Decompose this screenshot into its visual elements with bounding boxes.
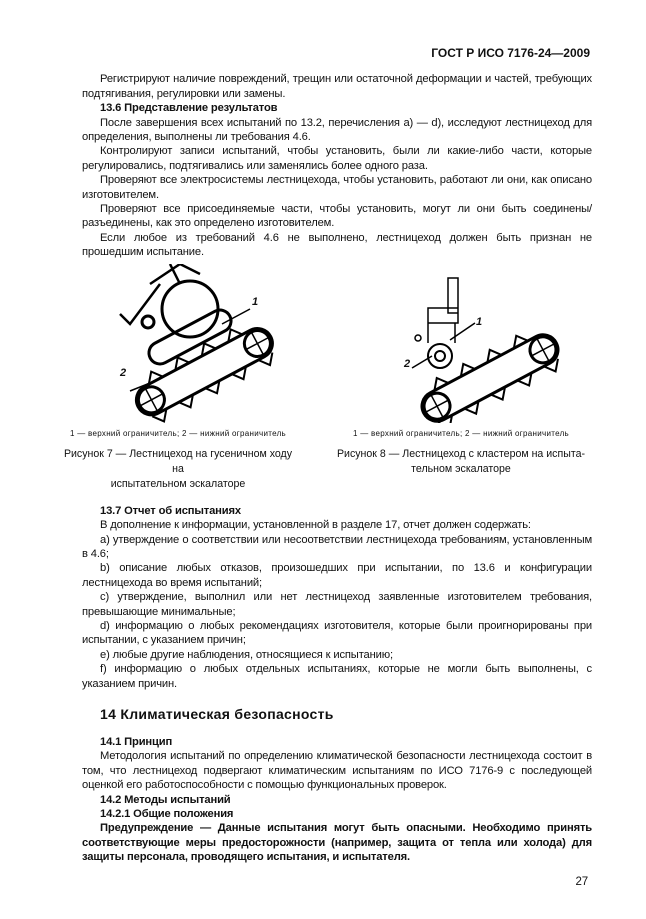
figure-7-label-1: 1 [252, 295, 258, 308]
figure-8-drawing-area [336, 264, 586, 424]
figures-area [0, 264, 646, 500]
figure-7-legend: 1 — верхний ограничитель; 2 — нижний ограничитель [69, 428, 287, 438]
paragraph: Регистрируют наличие повреждений, трещин или остаточной деформации и частей, требующих подтягивания, регулировки или замены. [82, 73, 592, 100]
paragraph: Методология испытаний по определению климатической безопасности лестницехода состоит в том, что лестницеход подвергают климатическим испытаниям по ИСО 7176-9 с последующей оценкой его работоспособности с помощью функциональных проверок. [82, 750, 592, 792]
section-heading: 14.2 Методы испытаний [100, 793, 231, 806]
figure-8-cluster-stairclimber-drawing [400, 268, 580, 423]
section-heading: 14.1 Принцип [100, 735, 173, 748]
figure-8 [336, 264, 586, 477]
paragraph: Проверяют все электросистемы лестницехода, чтобы установить, работают ли они, как описано изготовителем. [82, 174, 592, 201]
figure-7 [58, 264, 298, 492]
list-item: с) утверждение, выполнил или нет лестницеход заявленные изготовителем требования, превышающие минимальные; [82, 591, 592, 618]
paragraph: В дополнение к информации, установленной в разделе 17, отчет должен содержать: [100, 519, 531, 532]
caption-line: Рисунок 7 — Лестницеход на гусеничном ходу на [63, 447, 293, 475]
figure-7-tracked-stairclimber-drawing [110, 264, 290, 424]
list-item: d) информацию о любых рекомендациях изготовителя, которые были проигнорированы при испытании, с указанием причин; [82, 619, 592, 647]
figure-7-label-2: 2 [120, 366, 126, 379]
paragraph: После завершения всех испытаний по 13.2, перечисления а) — d), исследуют лестницеход для определения, выполнены ли требования 4.6. [82, 116, 592, 144]
paragraph: Проверяют все присоединяемые части, чтобы установить, могут ли они быть соединены/разъединены, как это определено изготовителем. [82, 203, 592, 230]
section-13-7 [82, 504, 592, 691]
page-number: 27 [575, 875, 588, 888]
document-id-header: ГОСТ Р ИСО 7176-24—2009 [431, 46, 590, 60]
section-14-heading: 14 Климатическая безопасность [100, 705, 334, 722]
figure-8-label-1: 1 [476, 315, 482, 328]
figure-7-caption [58, 447, 298, 492]
paragraph: Контролируют записи испытаний, чтобы установить, были ли какие-либо части, которые регулировались, подтягивались или заменялись более одного раза. [82, 145, 592, 172]
list-item: е) любые другие наблюдения, относящиеся к испытанию; [100, 648, 393, 661]
figure-8-caption [336, 447, 586, 477]
caption-line: тельном эскалаторе [411, 462, 511, 475]
caption-line: испытательном эскалаторе [110, 477, 246, 490]
section-14-body [82, 735, 592, 865]
list-item: b) описание любых отказов, произошедших при испытании, по 13.6 и конфигурации лестницехода во время испытаний; [82, 562, 592, 589]
section-heading: 13.6 Представление результатов [100, 102, 278, 115]
section-heading: 14.2.1 Общие положения [100, 808, 234, 820]
figure-7-drawing-area [58, 264, 298, 424]
warning-paragraph: Предупреждение — Данные испытания могут быть опасными. Необходимо принять соответствующие меры предосторожности (например, защита от тепла или холода) для защиты персонала, проводящего испытания, и испытателя. [82, 822, 592, 864]
caption-line: Рисунок 8 — Лестницеход с кластером на испыта- [336, 447, 585, 460]
section-heading: 13.7 Отчет об испытаниях [100, 504, 241, 517]
list-item: а) утверждение о соответствии или несоответствии лестницехода требованиям, установленным в 4.6; [82, 533, 592, 560]
figure-8-label-2: 2 [404, 357, 410, 370]
section-13-6 [82, 72, 592, 259]
paragraph: Если любое из требований 4.6 не выполнено, лестницеход должен быть признан не прошедшим испытание. [82, 231, 592, 259]
list-item: f) информацию о любых отдельных испытаниях, которые не могли быть выполнены, с указанием причин. [82, 663, 592, 690]
figure-8-legend: 1 — верхний ограничитель; 2 — нижний ограничитель [352, 428, 570, 438]
